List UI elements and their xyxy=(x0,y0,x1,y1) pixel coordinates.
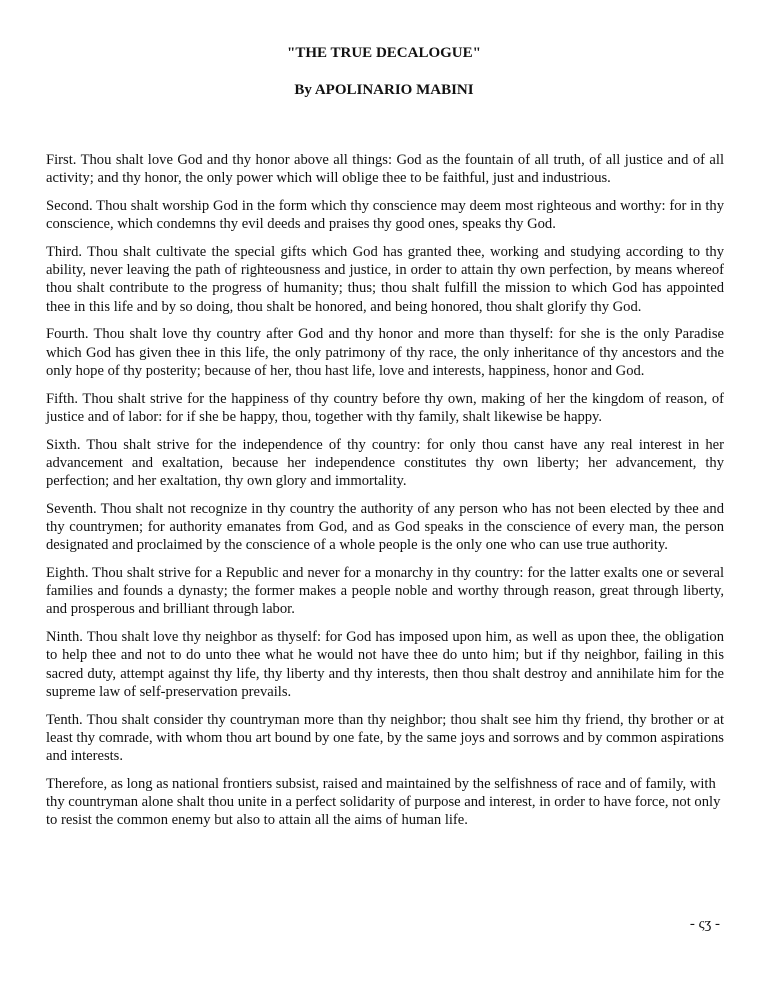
paragraph-ninth: Ninth. Thou shalt love thy neighbor as thyself: for God has imposed upon him, as well as upon thee, the obligation to help thee and not to do unto thee what he would not have thee do unto him; but if thy neighbor, failing in this sacred duty, attempt against thy life, thy liberty and thy interests, then thou shalt destroy and annihilate him for the supreme law of self-preservation prevails. xyxy=(46,629,724,700)
paragraph-second: Second. Thou shalt worship God in the form which thy conscience may deem most righteous and worthy: for in thy conscience, which condemns thy evil deeds and praises thy good ones, speaks thy God. xyxy=(46,198,724,233)
paragraph-fifth: Fifth. Thou shalt strive for the happiness of thy country before thy own, making of her the kingdom of reason, of justice and of labor: for if she be happy, thou, together with thy family, shalt likewise be happy. xyxy=(46,390,724,425)
paragraph-eighth: Eighth. Thou shalt strive for a Republic and never for a monarchy in thy country: for the latter exalts one or several families and founds a dynasty; the former makes a people noble and worthy through reason, great through liberty, and prosperous and brilliant through labor. xyxy=(46,565,724,618)
paragraph-seventh: Seventh. Thou shalt not recognize in thy country the authority of any person who has not been elected by thee and thy countrymen; for authority emanates from God, and as God speaks in the conscience of every man, the person designated and proclaimed by the conscience of a whole people is the only one who can use true authority. xyxy=(46,500,724,554)
document-body xyxy=(46,151,724,839)
document-title: "THE TRUE DECALOGUE" xyxy=(287,45,481,61)
paragraph-tenth: Tenth. Thou shalt consider thy countryman more than thy neighbor; thou shalt see him thy friend, thy brother or at least thy comrade, with whom thou art bound by one fate, by the same joys and sorrows and by common aspirations and interests. xyxy=(46,711,724,765)
paragraph-conclusion: Therefore, as long as national frontiers subsist, raised and maintained by the selfishness of race and of family, with thy countryman alone shalt thou unite in a perfect solidarity of purpose and interest, in order to have force, not only to resist the common enemy but also to attain all the aims of human life. xyxy=(46,775,721,829)
page-ornament-mark: - ςʒ - xyxy=(689,916,720,932)
paragraph-sixth: Sixth. Thou shalt strive for the independence of thy country: for only thou canst have any real interest in her advancement and exaltation, because her independence constitutes thy own liberty; her advancement, thy perfection; and her exaltation, thy own glory and immortality. xyxy=(46,436,724,490)
paragraph-first: First. Thou shalt love God and thy honor above all things: God as the fountain of all truth, of all justice and of all activity; and thy honor, the only power which will oblige thee to be faithful, just and industrious. xyxy=(46,152,724,187)
document-author: By APOLINARIO MABINI xyxy=(294,82,474,98)
paragraph-third: Third. Thou shalt cultivate the special gifts which God has granted thee, working and studying according to thy ability, never leaving the path of righteousness and justice, in order to attain thy own perfection, by means whereof thou shalt contribute to the progress of humanity; thus; thou shalt fulfill the mission to which God has appointed thee in this life and by so doing, thou shalt be honored, and being honored, thou shalt glorify thy God. xyxy=(46,244,724,315)
paragraph-fourth: Fourth. Thou shalt love thy country after God and thy honor and more than thyself: for she is the only Paradise which God has given thee in this life, the only patrimony of thy race, the only inheritance of thy ancestors and the only hope of thy posterity; because of her, thou hast life, love and interests, happiness, honor and God. xyxy=(46,326,724,379)
